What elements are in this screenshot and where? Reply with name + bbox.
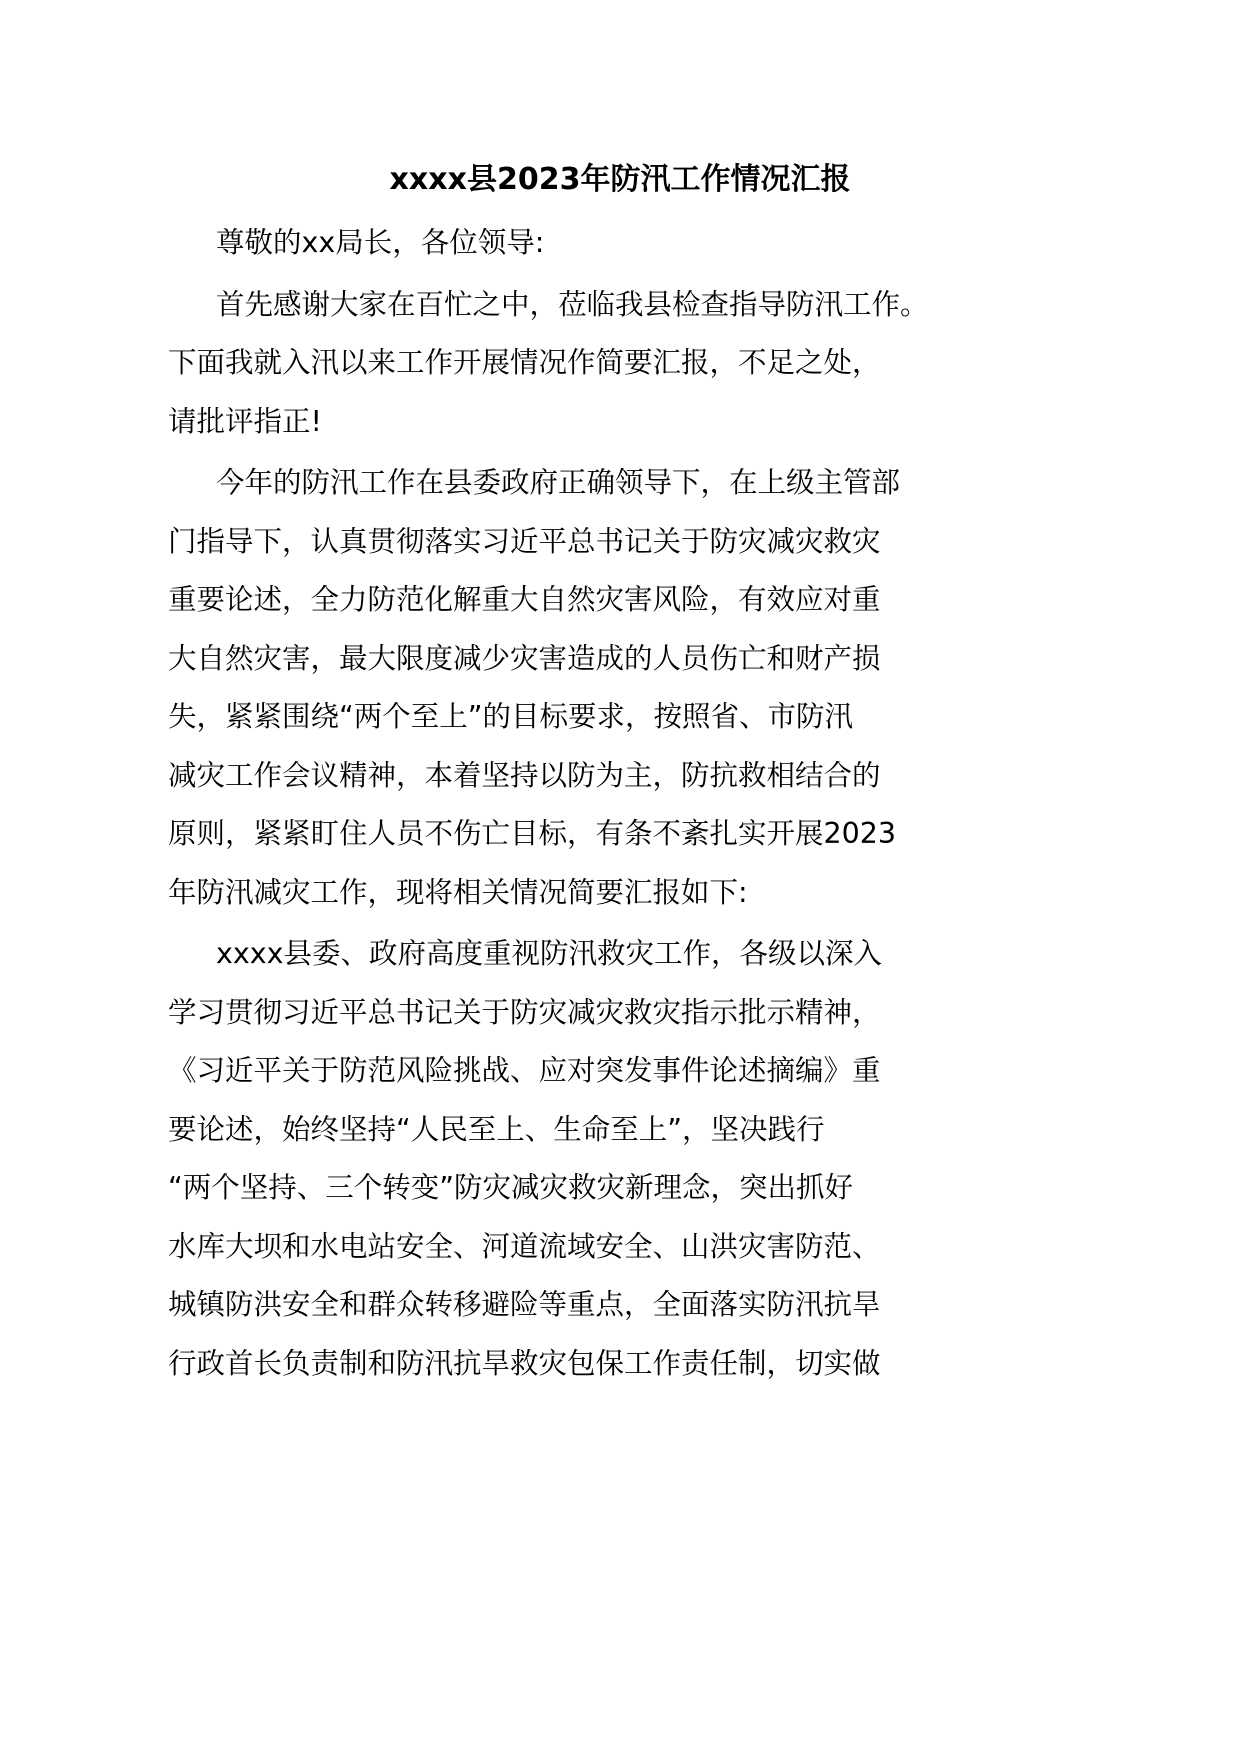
paragraph: [168, 221, 958, 280]
text-line: 水库大坝和水电站安全、河道流域安全、山洪灾害防范、: [168, 1229, 881, 1263]
text-line: 《习近平关于防范风险挑战、应对突发事件论述摘编》重: [168, 1054, 881, 1087]
text-line: “两个坚持、三个转变”防灾减灾救灾新理念，突出抓好: [168, 1171, 854, 1204]
document-title: xxxx县2023年防汛工作情况汇报: [389, 162, 851, 197]
text-line: 行政首长负责制和防汛抗旱救灾包保工作责任制，切实做: [168, 1346, 881, 1380]
text-line: 门指导下，认真贯彻落实习近平总书记关于防灾减灾救灾: [168, 524, 881, 558]
text-line: 尊敬的xx局长，各位领导:: [216, 226, 545, 259]
text-line: 学习贯彻习近平总书记关于防灾减灾救灾指示批示精神，: [168, 995, 881, 1029]
text-line: 请批评指正!: [168, 404, 322, 438]
text-line: 重要论述，全力防范化解重大自然灾害风险，有效应对重: [168, 583, 881, 616]
text-line: 失，紧紧围绕“两个至上”的目标要求，按照省、市防汛: [168, 700, 854, 733]
text-line: 年防汛减灾工作，现将相关情况简要汇报如下:: [168, 875, 748, 909]
text-line: 城镇防洪安全和群众转移避险等重点，全面落实防汛抗旱: [168, 1288, 881, 1321]
document-body: [168, 221, 958, 1403]
text-line: 要论述，始终坚持“人民至上、生命至上”，坚决践行: [168, 1112, 825, 1146]
text-line: xxxx县委、政府高度重视防汛救灾工作，各级以深入: [216, 937, 882, 970]
paragraph: [168, 932, 958, 1400]
text-line: 大自然灾害，最大限度减少灾害造成的人员伤亡和财产损: [168, 641, 881, 675]
text-line: 原则，紧紧盯住人员不伤亡目标，有条不紊扎实开展2023: [168, 817, 897, 850]
paragraph: [168, 283, 958, 459]
text-line: 今年的防汛工作在县委政府正确领导下，在上级主管部: [216, 466, 901, 499]
text-line: 首先感谢大家在百忙之中，莅临我县检查指导防汛工作。: [216, 287, 929, 321]
text-line: 减灾工作会议精神，本着坚持以防为主，防抗救相结合的: [168, 758, 881, 792]
paragraph: [168, 461, 958, 929]
text-line: 下面我就入汛以来工作开展情况作简要汇报，不足之处，: [168, 346, 881, 379]
